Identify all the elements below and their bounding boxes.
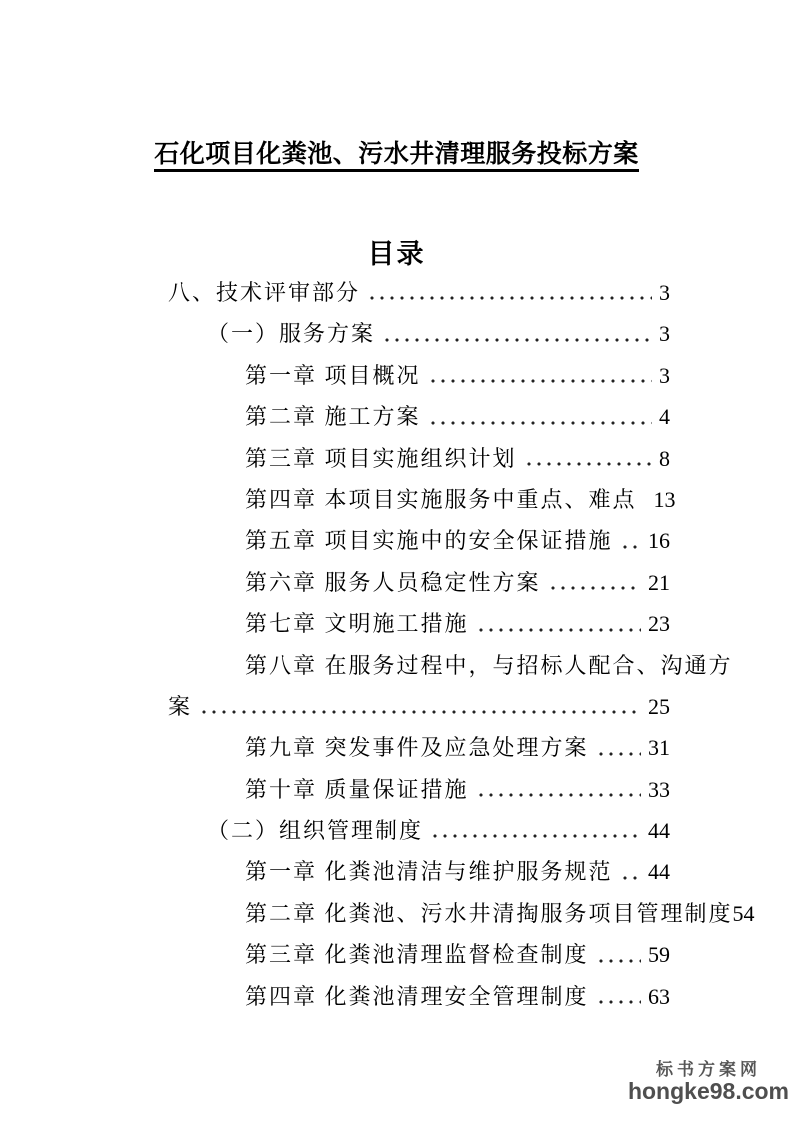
toc-dot-leader [599,727,641,768]
toc-entry-label: （一）服务方案 [207,321,376,347]
toc-entry-label: 第六章 服务人员稳定性方案 [245,569,541,595]
toc-entry [168,355,670,396]
toc-entry-label: 第二章 化粪池、污水井清掏服务项目管理制度 [245,900,733,926]
toc-page-number: 8 [659,445,670,471]
toc-page-number: 33 [648,776,670,802]
toc-entry [168,438,670,479]
toc-page-number: 59 [648,942,670,968]
toc-page-number: 13 [653,486,676,512]
document-title-text: 石化项目化粪池、污水井清理服务投标方案 [154,141,639,172]
toc-dot-leader [527,438,652,479]
toc-page-number: 4 [659,404,670,430]
toc-dot-leader [599,934,641,975]
toc-entry-label: 第七章 文明施工措施 [245,611,469,637]
toc-dot-leader [431,396,652,437]
toc-entry [168,313,670,354]
toc-entry-label: 第四章 本项目实施服务中重点、难点 [245,486,637,512]
toc-page-number: 16 [648,528,670,554]
toc-entry [168,769,670,810]
toc-entry [168,562,670,603]
table-of-contents [168,272,755,1017]
toc-entry [168,396,670,437]
toc-entry-label: 八、技术评审部分 [168,280,361,305]
toc-dot-leader [202,686,641,727]
toc-entry-label: 第一章 项目概况 [245,362,421,388]
document-title [0,139,793,171]
watermark-site-name: 标书方案网 [655,1060,761,1079]
toc-entry-label: 第四章 化粪池清理安全管理制度 [245,983,589,1009]
toc-heading: 目录 [367,239,426,269]
toc-dot-leader [599,976,641,1017]
toc-entry-label: 第三章 化粪池清理监督检查制度 [245,942,589,968]
toc-page-number: 3 [659,362,670,388]
toc-dot-leader [433,810,641,851]
toc-page-number: 25 [648,693,670,719]
toc-entry [168,727,670,768]
toc-page-number: 63 [648,983,670,1009]
toc-page-number: 23 [648,611,670,637]
toc-entry-label: 第一章 化粪池清洁与维护服务规范 [245,859,613,885]
toc-entry-label: 第五章 项目实施中的安全保证措施 [245,528,613,554]
toc-entry [168,851,670,892]
toc-entry [168,520,670,561]
toc-page-number: 54 [732,900,755,926]
toc-entry-label: 第三章 项目实施组织计划 [245,445,517,471]
toc-entry [168,686,670,727]
toc-entry [168,479,676,520]
toc-dot-leader [479,603,641,644]
toc-entry-label: 第九章 突发事件及应急处理方案 [245,735,589,761]
toc-page-number: 44 [648,859,670,885]
toc-entry [168,810,670,851]
toc-page-number: 3 [659,321,670,347]
toc-dot-leader [385,313,652,354]
toc-page-number: 44 [648,818,670,844]
toc-entry [168,893,755,934]
toc-dot-leader [551,562,641,603]
toc-dot-leader [431,355,652,396]
toc-entry-label: 第二章 施工方案 [245,404,421,430]
toc-entry-label: 第八章 在服务过程中，与招标人配合、沟通方 [245,652,733,678]
toc-page-number: 31 [648,735,670,761]
toc-entry [168,645,733,686]
toc-entry-label: 案 [168,693,193,719]
toc-entry [168,603,670,644]
toc-dot-leader [370,272,652,313]
watermark-site-url: hongke98.com [627,1078,789,1104]
toc-dot-leader [623,851,641,892]
toc-dot-leader [623,520,641,561]
toc-dot-leader [479,769,641,810]
toc-entry [168,976,670,1017]
toc-entry [168,272,670,313]
toc-entry-label: 第十章 质量保证措施 [245,776,469,802]
watermark [628,1060,789,1103]
toc-entry-label: （二）组织管理制度 [207,818,424,844]
toc-entry [168,934,670,975]
toc-page-number: 21 [648,569,670,595]
toc-page-number: 3 [659,280,670,305]
